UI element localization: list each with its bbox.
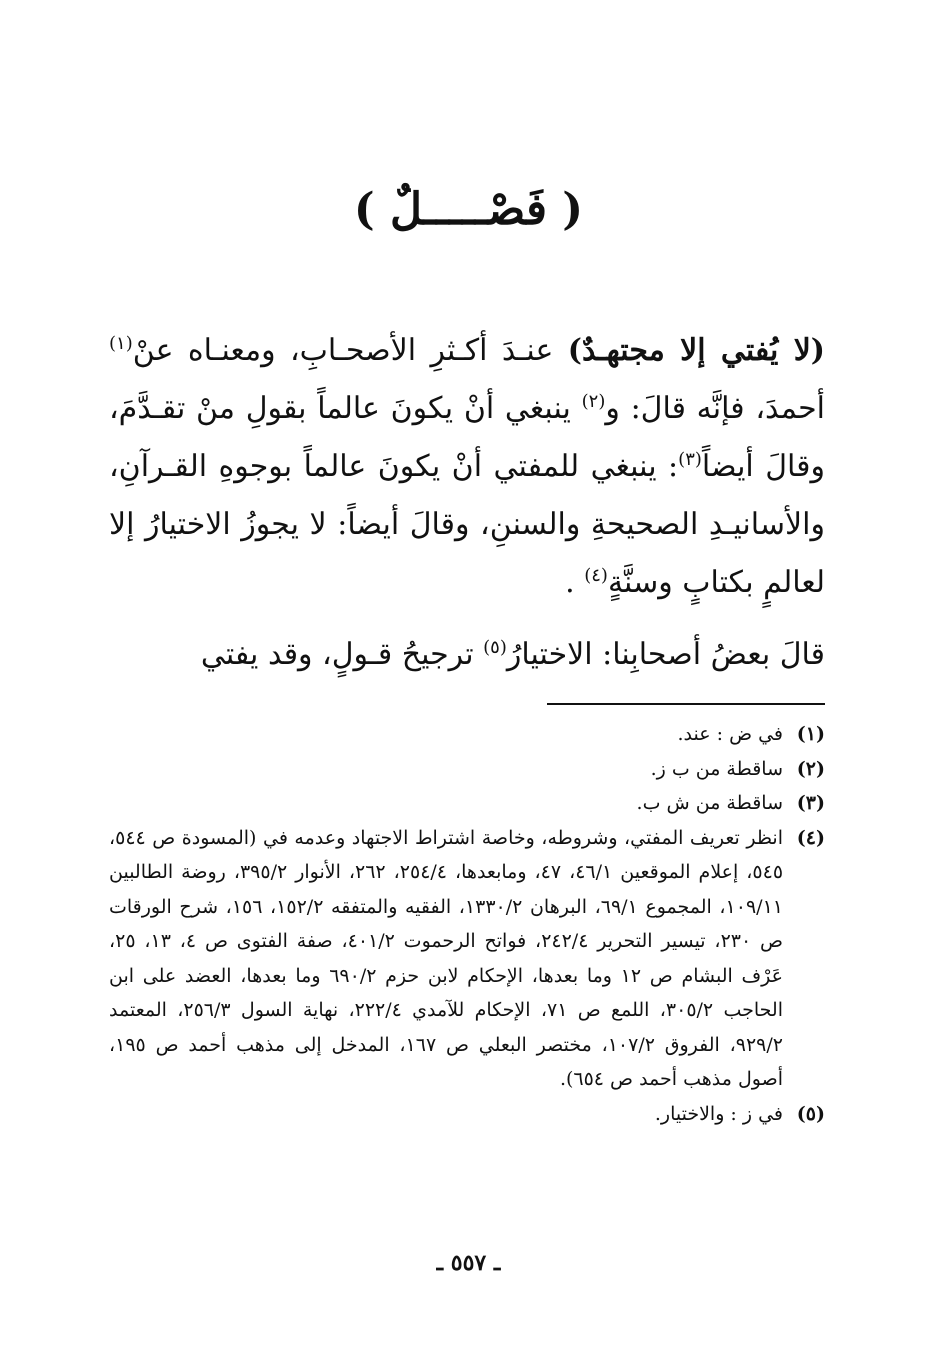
footnote-text: في ز : والاختيار. (654, 1102, 783, 1125)
footnote-number: (١) (796, 723, 825, 745)
footnote (109, 786, 825, 821)
footnote-number: (٢) (796, 757, 825, 780)
footnote-divider (547, 703, 825, 705)
footnote-number: (٥) (796, 1102, 825, 1125)
text-segment: ينبغي أنْ يكونَ عالماً بقولِ منْ تقـدَّمَ، وقالَ أيضاً (109, 391, 825, 484)
footnote-ref-2: (٢) (581, 391, 606, 412)
text-segment: . (565, 565, 585, 600)
text-segment: أحمدَ، فإنَّه قالَ: و (605, 391, 825, 426)
footnote-text: ساقطة من ش ب. (636, 792, 783, 814)
text-segment: ترجيحُ قـولٍ، وقد يفتي (200, 637, 484, 672)
footnote-number: (٣) (796, 792, 825, 814)
text-segment: قالَ بعضُ أصحابِنا: الاختيارُ (506, 637, 825, 672)
paragraph-2 (109, 626, 825, 684)
footnote-text: انظر تعريف المفتي، وشروطه، وخاصة اشتراط الاجتهاد وعدمه في (المسودة ص ٥٤٤، ٥٤٥، إعلام الموقعين ٤٦/١، ٤٧، ومابعدها، ٢٥٤/٤، ٢٦٢، الأنوار ٣٩٥/٢، روضة الطالبين ١٠٩/١١، المجموع ٦٩/١، البرهان ١٣٣٠/٢، الفقيه والمتفقه ١٥٢/٢، ١٥٦، شرح الورقات ص ٢٣٠، تيسير التحرير ٢٤٢/٤، فواتح الرحموت ٤٠١/٢، صفة الفتوى ص ٤، ١٣، ٢٥، عَرْف البشام ص ١٢ وما بعدها، الإحكام لابن حزم ٦٩٠/٢ وما بعدها، العضد على ابن الحاجب ٣٠٥/٢، اللمع ص ٧١، الإحكام للآمدي ٢٢٢/٤، نهاية السول ٢٥٦/٣، المعتمد ٩٢٩/٢، الفروق ١٠٧/٢، مختصر البعلي ص ١٦٧، المدخل إلى مذهب أحمد ص ١٩٥، أصول مذهب أحمد ص ٦٥٤). (109, 826, 784, 1090)
footnote (109, 1097, 825, 1132)
footnote-text: في ض : عند. (677, 723, 783, 745)
footnote (109, 752, 825, 787)
footnote-ref-3: (٣) (678, 449, 702, 470)
footnote-ref-5: (٥) (483, 637, 507, 658)
footnote-ref-4: (٤) (584, 565, 608, 586)
page-number: ـ ٥٥٧ ـ (436, 1250, 501, 1276)
text-segment: عنـدَ أكـثرِ الأصحـابِ، ومعنـاه عنْ (132, 333, 568, 368)
section-heading: ( فَصْـــــلٌ ) (353, 184, 584, 235)
footnote-ref-1: (١) (109, 333, 133, 354)
paragraph-1 (109, 322, 825, 612)
footnote (109, 821, 825, 1097)
main-text (109, 322, 825, 684)
footnote-number: (٤) (796, 826, 825, 849)
footnote-text: ساقطة من ب ز. (650, 757, 783, 780)
text-segment: : ينبغي للمفتي أنْ يكونَ عالماً بوجوهِ القـرآنِ، والأسانيـدِ الصحيحةِ والسننِ، وقالَ أيضاً: لا يجوزُ الاختيارُ إلا لعالمٍ بكتابٍ وسنَّةٍ (109, 449, 825, 600)
bold-lead: (لا يُفتي إلا مجتهـدٌ) (567, 333, 825, 368)
footnote (109, 717, 825, 752)
footnotes (109, 717, 825, 1131)
